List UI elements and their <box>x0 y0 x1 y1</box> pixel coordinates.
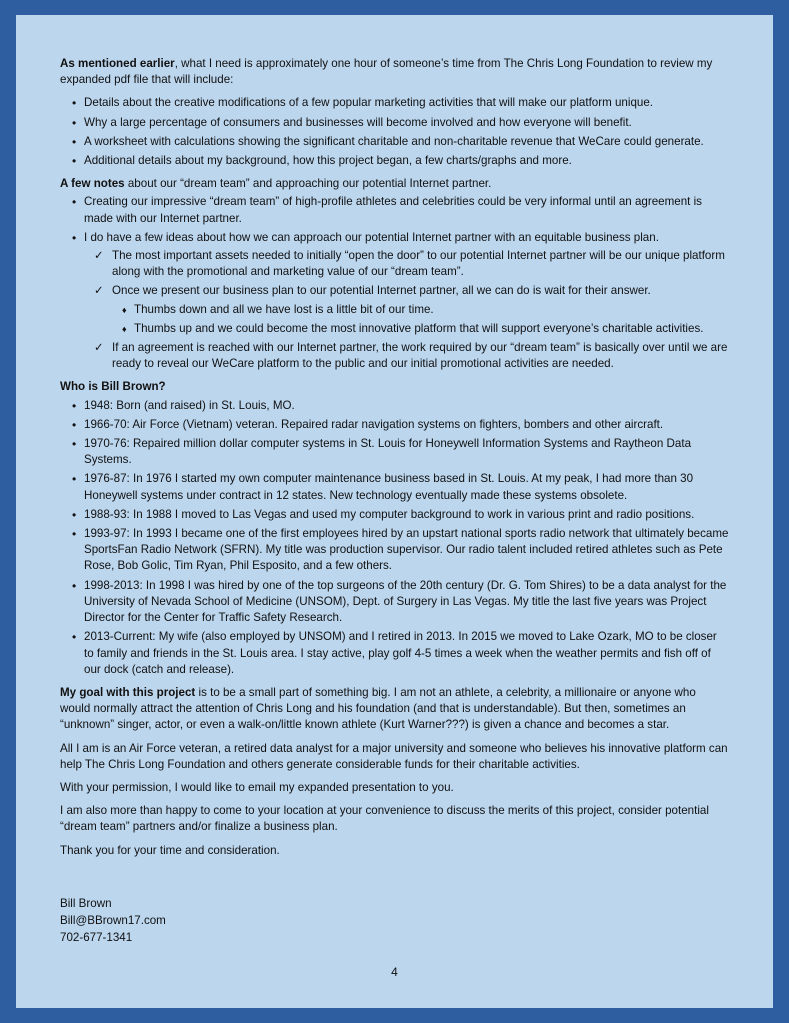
list-item: • 1993-97: In 1993 I became one of the first employees hired by an upstart national sports radio network that ultimately became SportsFan Radio Network (SFRN). My title was production supervisor. Our radio talent included retired athletes such as Pete Rose, Bob Golic, Tim Ryan, Phil Esposito, and a few others. <box>60 526 729 575</box>
intro-list <box>60 95 729 169</box>
notes-list <box>60 194 729 372</box>
bio-heading: Who is Bill Brown? <box>60 380 166 394</box>
diamond-item: ♦ Thumbs down and all we have lost is a little bit of our time. <box>112 302 729 318</box>
notes-paragraph <box>60 176 729 192</box>
diamond-icon: ♦ <box>122 323 127 334</box>
intro-paragraph <box>60 56 729 88</box>
list-item: • 1970-76: Repaired million dollar computer systems in St. Louis for Honeywell Information Systems and Raytheon Data Systems. <box>60 436 729 468</box>
signature-name: Bill Brown <box>60 896 112 910</box>
thanks-paragraph: Thank you for your time and consideration. <box>60 843 280 857</box>
list-item: • Additional details about my background, how this project began, a few charts/graphs and more. <box>60 153 729 169</box>
list-item: • Details about the creative modifications of a few popular marketing activities that will make our platform unique. <box>60 95 729 111</box>
list-item: • 2013-Current: My wife (also employed by UNSOM) and I retired in 2013. In 2015 we moved to Lake Ozark, MO to be closer to family and friends in the St. Louis area. I stay active, play golf 4-5 times a week when the weather permits and fish off of our dock (catch and release). <box>60 629 729 678</box>
document-page <box>16 15 773 1008</box>
signature-phone: 702-677-1341 <box>60 930 133 944</box>
notes-item-1: Creating our impressive “dream team” of high-profile athletes and celebrities could be very informal until an agreement is made with our Internet partner. <box>84 195 702 225</box>
check-icon: ✓ <box>94 284 104 298</box>
visit-paragraph: I am also more than happy to come to your location at your convenience to discuss the merits of this project, consider potential “dream team” partners and/or finalize a business plan. <box>60 804 709 834</box>
diamond-icon: ♦ <box>122 304 127 315</box>
signature-block <box>60 895 729 946</box>
check-item: ✓ If an agreement is reached with our Internet partner, the work required by our “dream team” is basically over until we are ready to reveal our WeCare platform to the public and our initial promotional activities are needed. <box>94 341 728 371</box>
check-item: ✓ The most important assets needed to initially “open the door” to our potential Internet partner will be our unique platform along with the promotional and marketing value of our “dream team”. <box>94 249 725 279</box>
checklist <box>84 248 729 372</box>
diamond-list <box>112 302 729 337</box>
list-item: • 1998-2013: In 1998 I was hired by one of the top surgeons of the 20th century (Dr. G. Tom Shires) to be a data analyst for the University of Nevada School of Medicine (UNSOM), Dept. of Surgery in Las Vegas. My title the last five years was Project Director for the Center for Traffic Safety Research. <box>60 578 729 627</box>
goal-paragraph <box>60 685 729 734</box>
list-item <box>60 230 729 373</box>
page-number: 4 <box>391 965 398 979</box>
permission-paragraph: With your permission, I would like to email my expanded presentation to you. <box>60 780 454 794</box>
list-item: • A worksheet with calculations showing the significant charitable and non-charitable revenue that WeCare could generate. <box>60 134 729 150</box>
intro-lead: As mentioned earlier <box>60 57 175 70</box>
notes-lead: A few notes <box>60 177 125 191</box>
check-item: ✓ Once we present our business plan to our potential Internet partner, all we can do is wait for their answer. ♦ Thumbs down and all we have lost is a little bit of our time. ♦ Thumbs up and we could become the most innovative platform that will support everyone’s charitable activities. <box>84 283 729 337</box>
list-item: • 1988-93: In 1988 I moved to Las Vegas and used my computer background to work in various print and radio positions. <box>60 507 729 523</box>
notes-text: about our “dream team” and approaching our potential Internet partner. <box>124 177 492 191</box>
veteran-paragraph: All I am is an Air Force veteran, a retired data analyst for a major university and someone who believes his innovative platform can help The Chris Long Foundation and others generate considerable funds for their charitable activities. <box>60 741 728 771</box>
diamond-item: ♦ Thumbs up and we could become the most innovative platform that will support everyone’s charitable activities. <box>112 321 729 337</box>
intro-text: , what I need is approximately one hour of someone’s time from The Chris Long Foundation to review my expanded pdf file that will include: <box>60 57 713 87</box>
list-item: • 1948: Born (and raised) in St. Louis, MO. <box>60 398 729 414</box>
goal-text: is to be a small part of something big. I am not an athlete, a celebrity, a millionaire or anyone who would normally attract the attention of Chris Long and his foundation (and that is understandable). But then, sometimes an “unknown” singer, actor, or even a walk-on/little known athlete (Kurt Warner???) is given a chance and becomes a star. <box>60 685 696 732</box>
goal-lead: My goal with this project <box>60 685 196 699</box>
signature-email: Bill@BBrown17.com <box>60 913 166 927</box>
check-icon: ✓ <box>94 341 104 355</box>
list-item <box>60 194 729 226</box>
list-item: • 1966-70: Air Force (Vietnam) veteran. Repaired radar navigation systems on fighters, bombers and other aircraft. <box>60 417 729 433</box>
notes-item-2: I do have a few ideas about how we can approach our potential Internet partner with an equitable business plan. <box>84 230 659 244</box>
list-item: • Why a large percentage of consumers and businesses will become involved and how everyone will benefit. <box>60 115 729 131</box>
list-item: • 1976-87: In 1976 I started my own computer maintenance business based in St. Louis. At my peak, I had more than 30 Honeywell systems under contract in 12 states. New technology eventually made these systems obsolete. <box>60 471 729 503</box>
check-icon: ✓ <box>94 249 104 263</box>
bio-list <box>60 398 729 678</box>
